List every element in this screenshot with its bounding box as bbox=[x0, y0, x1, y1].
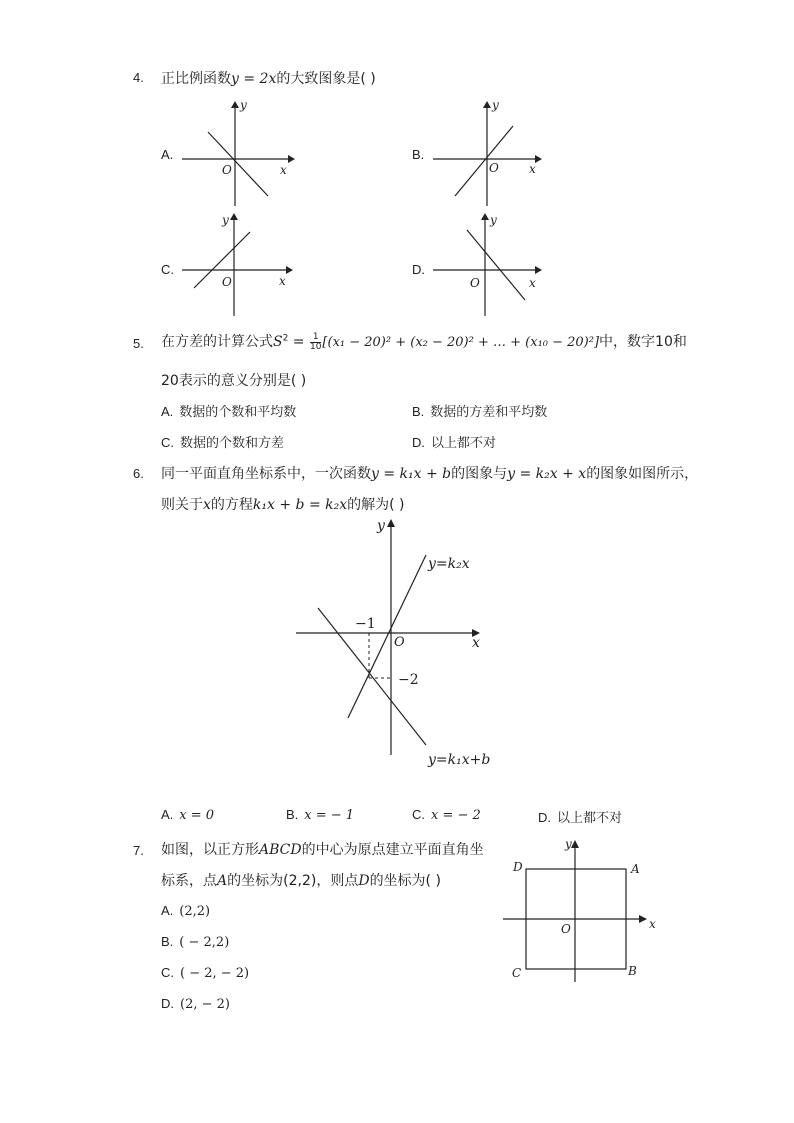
question-7-stem-line2 bbox=[161, 870, 441, 890]
question-6-number: 6. bbox=[133, 466, 144, 481]
q4-option-a[interactable] bbox=[161, 147, 179, 163]
q6-option-a[interactable] bbox=[161, 807, 214, 823]
q4-option-b-letter: B. bbox=[412, 147, 425, 162]
q4b-x-label: x bbox=[529, 162, 536, 176]
q5-formula-eq: = bbox=[288, 334, 309, 350]
q7-line2-b: 的坐标为(2,2)，则点 bbox=[227, 873, 359, 889]
q4-text-suffix: 的大致图象是( ) bbox=[276, 71, 376, 87]
q6-line2-x: x bbox=[203, 497, 211, 513]
q6-option-d[interactable] bbox=[538, 807, 622, 826]
q4-option-d[interactable] bbox=[412, 262, 431, 278]
q4-graph-c bbox=[182, 212, 302, 322]
q7-point-b-label: B bbox=[628, 964, 637, 978]
q6-line1-a: 同一平面直角坐标系中，一次函数 bbox=[161, 466, 371, 482]
q4-graph-a bbox=[182, 100, 302, 210]
q4c-x-label: x bbox=[279, 274, 286, 288]
q5-option-c-letter: C. bbox=[161, 435, 174, 450]
q4d-x-label: x bbox=[529, 276, 536, 290]
question-4-stem bbox=[161, 68, 376, 88]
q4c-y-label: y bbox=[222, 213, 229, 227]
q6-tick-x-label: −1 bbox=[355, 616, 376, 632]
q6-option-a-text: x = 0 bbox=[179, 808, 215, 823]
q5-option-a[interactable] bbox=[161, 401, 296, 420]
q5-option-d-letter: D. bbox=[412, 435, 425, 450]
q7-graph bbox=[499, 836, 669, 986]
q4-graph-d bbox=[433, 212, 553, 322]
q4d-y-label: y bbox=[490, 213, 497, 227]
q6-option-b-letter: B. bbox=[286, 807, 299, 822]
q7-option-c-letter: C. bbox=[161, 965, 174, 980]
q5-option-b-text: 数据的方差和平均数 bbox=[430, 405, 548, 420]
question-4-number: 4. bbox=[133, 70, 144, 85]
q6-line2-a: 则关于 bbox=[161, 497, 203, 513]
question-7-stem-line1 bbox=[161, 839, 484, 859]
q6-line1-f2: y = k₂x + x bbox=[507, 466, 587, 482]
q4d-origin-label: O bbox=[470, 276, 480, 290]
question-6-stem-line1 bbox=[161, 463, 698, 483]
q4-text-prefix: 正比例函数 bbox=[161, 71, 231, 87]
q6-origin-label: O bbox=[394, 635, 405, 650]
q7-line1-abcd: ABCD bbox=[259, 842, 302, 858]
q4-option-b[interactable] bbox=[412, 147, 430, 163]
q7-option-b[interactable] bbox=[161, 934, 229, 950]
q7-line2-a: 标系，点 bbox=[161, 873, 217, 889]
q5-formula-sup: 2 bbox=[282, 333, 289, 344]
q5-option-d[interactable] bbox=[412, 432, 496, 451]
q6-line1-f1: y = k₁x + b bbox=[371, 466, 452, 482]
q4c-origin-label: O bbox=[222, 275, 232, 289]
q5-option-d-text: 以上都不对 bbox=[431, 436, 497, 451]
q6-line2-c: 的解为( ) bbox=[347, 497, 405, 513]
q5-option-a-letter: A. bbox=[161, 404, 174, 419]
q6-x-label: x bbox=[472, 635, 480, 651]
q6-option-a-letter: A. bbox=[161, 807, 174, 822]
q4-function: y = 2x bbox=[231, 71, 277, 87]
q5-option-c-text: 数据的个数和方差 bbox=[180, 436, 285, 451]
q4-option-d-letter: D. bbox=[412, 262, 425, 277]
q6-option-d-text: 以上都不对 bbox=[557, 811, 623, 826]
q6-line-k1-label: y=k₁x+b bbox=[428, 752, 491, 768]
q7-option-b-letter: B. bbox=[161, 934, 174, 949]
q5-formula-s: S bbox=[273, 334, 283, 350]
q7-line1-b: 的中心为原点建立平面直角坐 bbox=[301, 842, 484, 858]
q6-y-label: y bbox=[377, 518, 385, 534]
question-5-stem-line1 bbox=[161, 331, 687, 352]
q5-text-suffix: 中，数字10和 bbox=[599, 334, 687, 350]
q6-option-c-text: x = − 2 bbox=[431, 808, 481, 823]
q7-point-d-label: D bbox=[513, 860, 523, 874]
q6-line1-c: 的图象如图所示， bbox=[586, 466, 699, 482]
q6-option-c[interactable] bbox=[412, 807, 481, 823]
q7-option-d-letter: D. bbox=[161, 996, 174, 1011]
q6-option-b[interactable] bbox=[286, 807, 354, 823]
q7-y-label: y bbox=[565, 837, 572, 851]
question-6-stem-line2 bbox=[161, 494, 405, 514]
q7-line2-a-point: A bbox=[217, 873, 228, 889]
q5-option-b-letter: B. bbox=[412, 404, 425, 419]
q7-origin-label: O bbox=[561, 922, 571, 936]
q7-option-a-text: (2,2) bbox=[179, 904, 211, 919]
q4b-y-label: y bbox=[492, 98, 499, 112]
q6-graph bbox=[296, 515, 536, 775]
q4-graph-b bbox=[433, 100, 553, 210]
q4-option-c[interactable] bbox=[161, 262, 180, 278]
question-7-number: 7. bbox=[133, 843, 144, 858]
q6-option-d-letter: D. bbox=[538, 810, 551, 825]
q4b-origin-label: O bbox=[489, 161, 499, 175]
question-5-stem-line2: 20表示的意义分别是( ) bbox=[161, 373, 307, 389]
q6-option-c-letter: C. bbox=[412, 807, 425, 822]
q4-option-a-letter: A. bbox=[161, 147, 174, 162]
q4a-y-label: y bbox=[240, 98, 247, 112]
q6-tick-y-label: −2 bbox=[398, 672, 419, 688]
q5-formula-body: [(x₁ − 20)² + (x₂ − 20)² + … + (x₁₀ − 20)²] bbox=[322, 335, 600, 350]
q7-option-c-text: ( − 2, − 2) bbox=[180, 966, 250, 981]
q7-line2-d-point: D bbox=[358, 873, 370, 889]
q7-option-c[interactable] bbox=[161, 965, 249, 981]
q7-option-d[interactable] bbox=[161, 996, 230, 1012]
q4-option-c-letter: C. bbox=[161, 262, 174, 277]
q6-option-b-text: x = − 1 bbox=[304, 808, 355, 823]
q4a-origin-label: O bbox=[222, 163, 232, 177]
q7-option-a[interactable] bbox=[161, 903, 210, 919]
q7-line1-a: 如图，以正方形 bbox=[161, 842, 259, 858]
q6-line2-b: 的方程 bbox=[210, 497, 253, 513]
q7-option-b-text: ( − 2,2) bbox=[179, 935, 230, 950]
q5-formula-fraction bbox=[310, 333, 321, 352]
q5-option-c[interactable] bbox=[161, 432, 284, 451]
q5-text-prefix: 在方差的计算公式 bbox=[161, 334, 273, 350]
q7-point-a-label: A bbox=[631, 862, 640, 876]
q7-point-c-label: C bbox=[512, 966, 522, 980]
q7-line2-c: 的坐标为( ) bbox=[369, 873, 441, 889]
question-5-number: 5. bbox=[133, 336, 144, 351]
q5-frac-numerator: 1 bbox=[310, 333, 321, 343]
q6-line1-b: 的图象与 bbox=[451, 466, 508, 482]
q7-x-label: x bbox=[649, 917, 656, 931]
q6-line2-eq: k₁x + b = k₂x bbox=[252, 497, 348, 513]
q5-option-a-text: 数据的个数和平均数 bbox=[179, 405, 297, 420]
q5-option-b[interactable] bbox=[412, 401, 547, 420]
q5-frac-denominator: 10 bbox=[309, 341, 322, 352]
q6-line-k2-label: y=k₂x bbox=[428, 556, 470, 572]
q4a-x-label: x bbox=[280, 163, 287, 177]
q7-option-a-letter: A. bbox=[161, 903, 174, 918]
q7-option-d-text: (2, − 2) bbox=[180, 997, 230, 1012]
